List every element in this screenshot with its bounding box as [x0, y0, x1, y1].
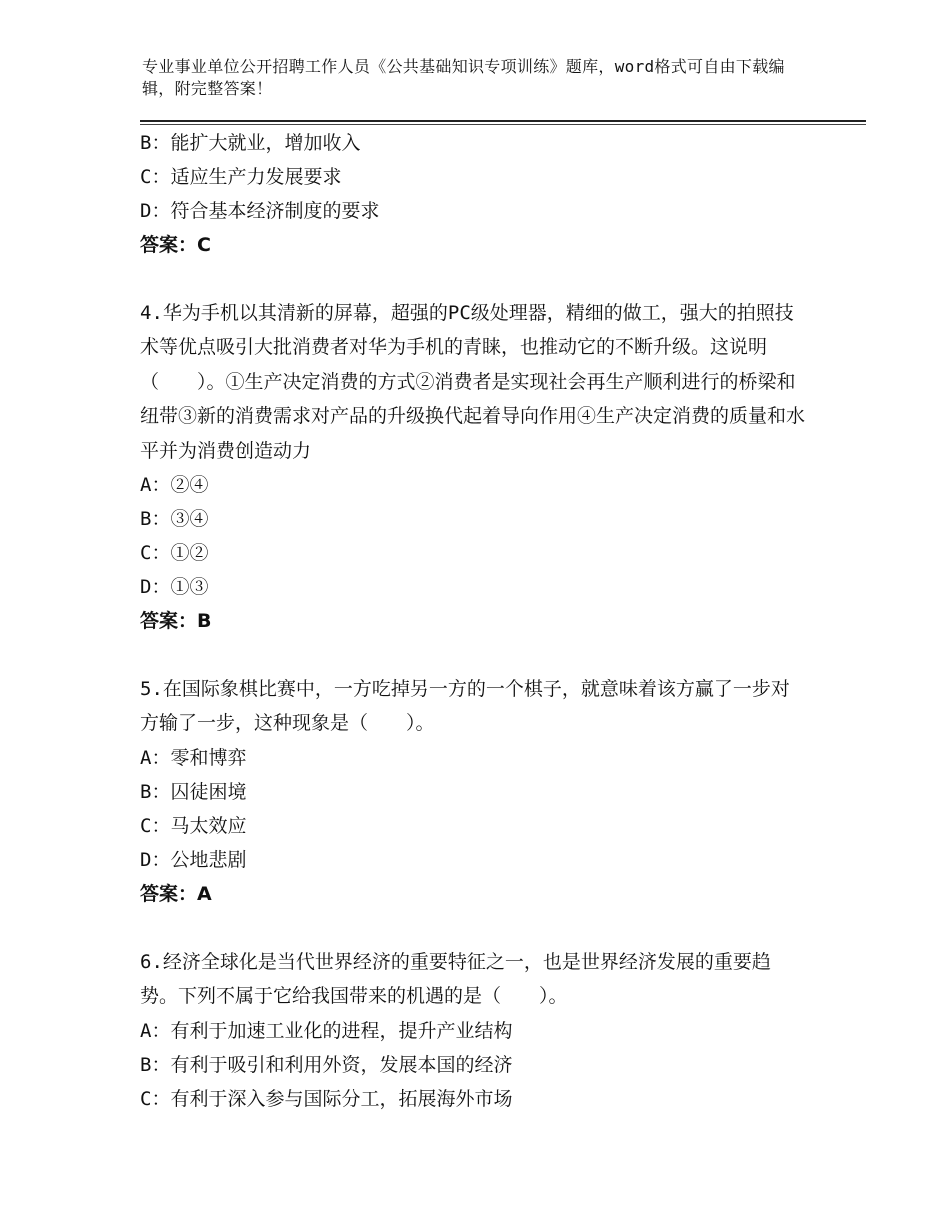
q4-stem: 4.华为手机以其清新的屏幕，超强的PC级处理器，精细的做工，强大的拍照技术等优点吸引大批消费者对华为手机的青睐，也推动它的不断升级。这说明（ ）。①生产决定消费的方式②消费者是实现社会再生产顺利进行的桥梁和纽带③新的消费需求对产品的升级换代起着导向作用④生产决定消费的质量和水平并为消费创造动力	[140, 302, 806, 462]
q6-option-b: B：有利于吸引和利用外资，发展本国的经济	[140, 1053, 513, 1076]
q6-stem: 6.经济全球化是当代世界经济的重要特征之一，也是世界经济发展的重要趋势。下列不属于它给我国带来的机遇的是（ ）。	[140, 950, 771, 1008]
q3-answer: 答案：C	[140, 234, 211, 256]
q5-option-d: D：公地悲剧	[140, 848, 247, 871]
question-content	[140, 126, 810, 1116]
q5-option-c: C：马太效应	[140, 814, 247, 837]
q4-option-b: B：③④	[140, 508, 209, 531]
header-rule-thin	[140, 124, 866, 125]
q4-option-d: D：①③	[140, 576, 209, 599]
q5-option-a: A：零和博弈	[140, 746, 247, 769]
q6-option-a: A：有利于加速工业化的进程，提升产业结构	[140, 1019, 513, 1042]
q3-option-d: D：符合基本经济制度的要求	[140, 200, 380, 222]
header-rule-thick	[140, 120, 866, 122]
q4-option-a: A：②④	[140, 474, 209, 497]
page-header: 专业事业单位公开招聘工作人员《公共基础知识专项训练》题库，word格式可自由下载编辑，附完整答案！	[142, 57, 785, 98]
q3-option-c: C：适应生产力发展要求	[140, 166, 342, 188]
q5-option-b: B：囚徒困境	[140, 780, 247, 803]
q4-option-c: C：①②	[140, 542, 209, 565]
q5-answer: 答案：A	[140, 882, 212, 905]
q6-option-c: C：有利于深入参与国际分工，拓展海外市场	[140, 1087, 513, 1110]
q3-option-b: B：能扩大就业，增加收入	[140, 132, 361, 154]
q4-answer: 答案：B	[140, 610, 212, 633]
q5-stem: 5.在国际象棋比赛中，一方吃掉另一方的一个棋子，就意味着该方赢了一步对方输了一步，这种现象是（ ）。	[140, 678, 790, 735]
